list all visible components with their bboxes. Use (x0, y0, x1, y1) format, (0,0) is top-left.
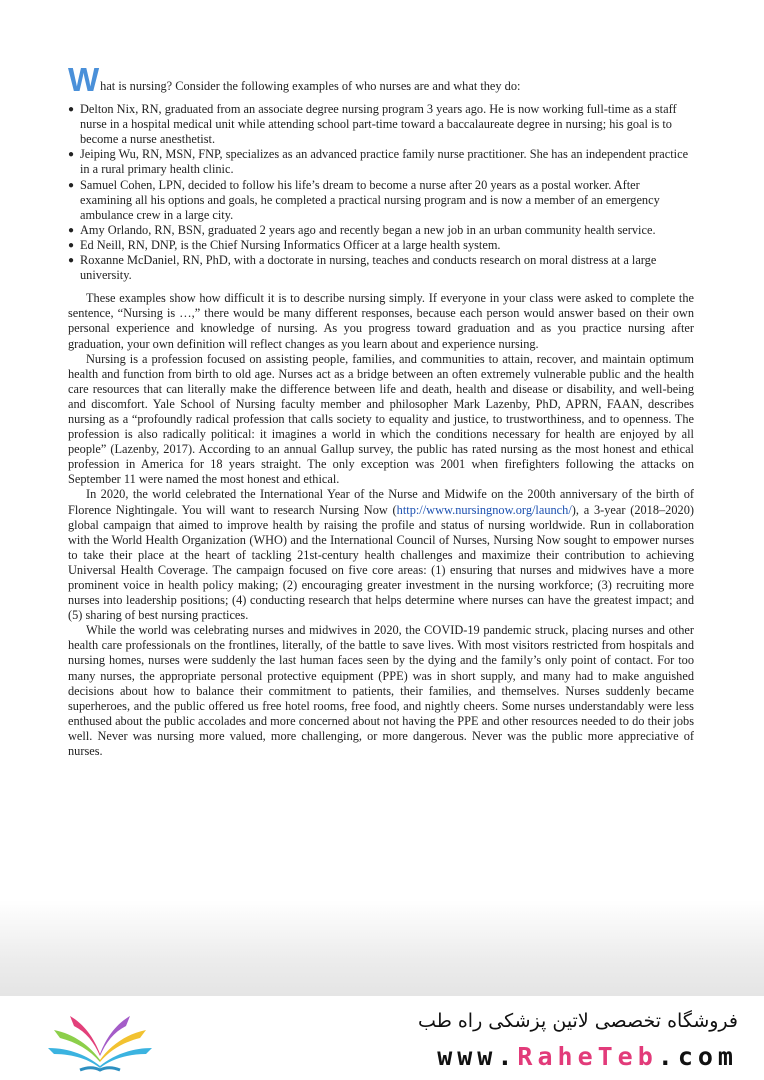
list-item-text: Samuel Cohen, LPN, decided to follow his life’s dream to become a nurse after 20 years as a postal worker. After examining all his options and goals, he completed a practical nursing program and is now a member of an emergency ambulance crew in a large city. (80, 177, 660, 222)
list-item-text: Amy Orlando, RN, BSN, graduated 2 years ago and recently began a new job in an urban community health service. (80, 222, 656, 237)
open-book-icon (40, 1008, 160, 1074)
bullet-icon: ● (68, 224, 75, 236)
list-item-text: Roxanne McDaniel, RN, PhD, with a doctorate in nursing, teaches and conducts research on moral distress at a large university. (80, 253, 657, 283)
page-content (68, 61, 694, 759)
drop-cap: W (68, 61, 100, 98)
paragraph-nursing-profession: Nursing is a profession focused on assisting people, families, and communities to attain, recover, and maintain optimum health and function from birth to old age. Nurses act as a bridge between an often extremely vulnerable public and the health care resources that can literally make the difference between life and death, health and disease or disability, and well-being and discomfort. Yale School of Nursing faculty member and philosopher Mark Lazenby, PhD, APRN, FAAN, describes nursing as a “profoundly radical profession that calls society to equality and justice, to trustworthiness, and to openness. The profession is also radically political: it imagines a world in which the conditions necessary for health are enjoyed by all people” (Lazenby, 2017). According to an annual Gallup survey, the public has rated nursing as the most honest and ethical profession in America for 18 years straight. The only exception was 2001 when firefighters following the attacks on September 11 were named the most honest and ethical. (68, 351, 694, 487)
list-item (68, 147, 694, 177)
intro-text: hat is nursing? Consider the following examples of who nurses are and what they do: (100, 79, 521, 93)
bullet-icon: ● (68, 179, 75, 191)
list-item-text: Delton Nix, RN, graduated from an associate degree nursing program 3 years ago. He is now working full-time as a staff nurse in a hospital medical unit while attending school part-time toward a baccalaureate degree in nursing; his goal is to become a nurse anesthetist. (80, 102, 677, 147)
list-item-text: Ed Neill, RN, DNP, is the Chief Nursing Informatics Officer at a large health system. (80, 237, 501, 252)
list-item-text: Jeiping Wu, RN, MSN, FNP, specializes as an advanced practice family nurse practitioner. She has an independent practice in a rural primary health clinic. (80, 147, 689, 177)
shop-name: فروشگاه تخصصی لاتین پزشکی راه طب (418, 1010, 738, 1032)
list-item (68, 222, 694, 238)
bullet-icon: ● (68, 149, 75, 161)
paragraph-nursing-now (68, 487, 694, 623)
shop-url[interactable] (437, 1042, 738, 1071)
url-suffix: .com (657, 1042, 738, 1071)
paragraph-text: In 2020, the world celebrated the International Year of the Nurse and Midwife on the 200th anniversary of the birth of Florence Nightingale. You will want to research Nursing Now ( (68, 487, 694, 517)
store-footer-banner (0, 996, 764, 1080)
list-item (68, 237, 694, 253)
nursing-now-link[interactable]: http://www.nursingnow.org/launch/ (396, 502, 572, 517)
bullet-icon: ● (68, 255, 75, 267)
bullet-icon: ● (68, 104, 75, 116)
url-prefix: www. (437, 1042, 518, 1071)
intro-sentence (68, 61, 694, 98)
paragraph-definition-difficulty: These examples show how difficult it is to describe nursing simply. If everyone in your class were asked to complete the sentence, “Nursing is …,” there would be many different responses, because each person would answer based on their own personal experience and knowledge of nursing. As you progress toward graduation and as you practice nursing after graduation, your own definition will reflect changes as you learn about and experience nursing. (68, 291, 694, 351)
paragraph-covid: While the world was celebrating nurses and midwives in 2020, the COVID-19 pandemic struck, placing nurses and other health care professionals on the frontlines, literally, of the battle to save lives. With most visitors restricted from hospitals and nursing homes, nurses were suddenly the last human faces seen by the dying and the family’s only point of contact. For too many nurses, the appropriate personal protective equipment (PPE) was in short supply, and many had to make anguished decisions about how to balance their commitment to patients, their families, and themselves. Nurses suddenly became superheroes, and the public offered us free hotel rooms, free food, and nightly cheers. Some nurses understandably were less enthused about the public accolades and more concerned about not having the PPE and other resources needed to do their jobs well. Never was nursing more valued, more challenging, or more dangerous. Never was the public more appreciative of nurses. (68, 623, 694, 759)
list-item (68, 253, 694, 283)
list-item (68, 177, 694, 223)
url-brand: RaheTeb (517, 1042, 658, 1071)
list-item (68, 102, 694, 147)
nurse-examples-list (68, 102, 694, 283)
paragraph-text: ), a 3-year (2018–2020) global campaign that aimed to improve health by raising the profile and status of nursing worldwide. Run in collaboration with the World Health Organization (WHO) and the International Council of Nurses, Nursing Now sought to empower nurses to take their place at the heart of tackling 21st-century health challenges and maximize their contribution to achieving Universal Health Coverage. The campaign focused on five core areas: (1) ensuring that nurses and midwives have a more prominent voice in health policy making; (2) encouraging greater investment in the nursing workforce; (3) recruiting more nurses into leadership positions; (4) conducting research that helps determine where nurses can have the greatest impact; and (5) sharing of best nursing practices. (68, 502, 694, 623)
bullet-icon: ● (68, 239, 75, 251)
